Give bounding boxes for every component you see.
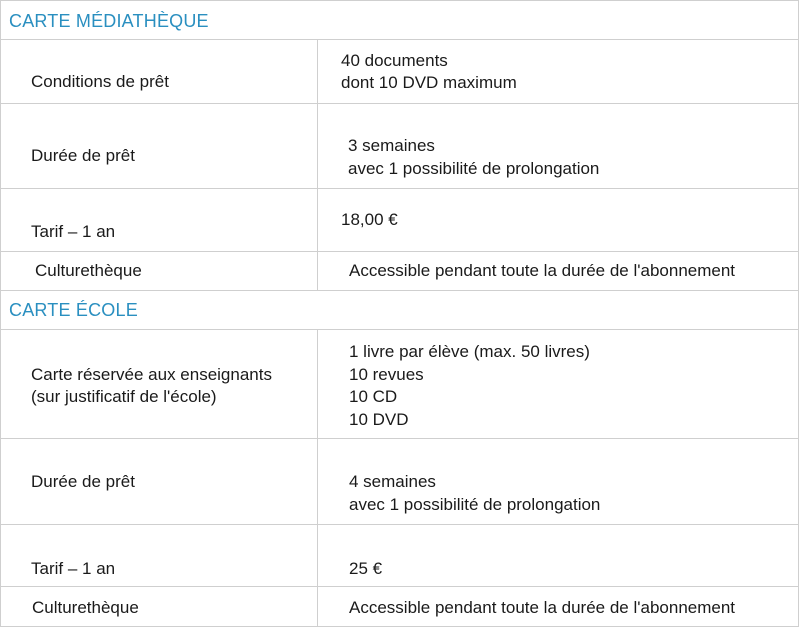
- column-divider: [317, 40, 318, 103]
- row-value-line: 18,00 €: [341, 210, 398, 229]
- section-title: CARTE ÉCOLE: [9, 300, 138, 320]
- column-divider: [317, 439, 318, 524]
- table-row-culturetheque-ecole: [0, 587, 799, 627]
- table-row-culturetheque: [0, 252, 799, 291]
- row-value-line: Accessible pendant toute la durée de l'abonnement: [349, 261, 736, 280]
- row-value-line: 10 CD: [349, 387, 398, 406]
- row-label: Conditions de prêt: [31, 72, 169, 91]
- row-value-line: dont 10 DVD maximum: [341, 73, 517, 92]
- column-divider: [317, 330, 318, 438]
- section-header-mediatheque: [0, 0, 799, 40]
- row-label: Tarif – 1 an: [31, 559, 116, 578]
- column-divider: [317, 104, 318, 188]
- row-label: Carte réservée aux enseignants: [31, 365, 272, 384]
- row-label: Durée de prêt: [31, 472, 135, 491]
- section-title: CARTE MÉDIATHÈQUE: [9, 11, 209, 31]
- column-divider: [317, 587, 318, 626]
- row-label: Culturethèque: [32, 598, 139, 617]
- row-value-line: 4 semaines: [349, 472, 436, 491]
- table-row-conditions: [0, 40, 799, 104]
- row-value-line: 40 documents: [341, 51, 448, 70]
- row-value-line: avec 1 possibilité de prolongation: [349, 495, 601, 514]
- row-value-line: 25 €: [349, 559, 383, 578]
- table-row-reservee: [0, 330, 799, 439]
- row-value-line: avec 1 possibilité de prolongation: [348, 159, 600, 178]
- row-label: (sur justificatif de l'école): [31, 387, 217, 406]
- row-value-line: 3 semaines: [348, 136, 435, 155]
- row-value-line: 10 DVD: [349, 410, 409, 429]
- table-row-tarif: [0, 189, 799, 252]
- table-row-tarif-ecole: [0, 525, 799, 587]
- row-value-line: Accessible pendant toute la durée de l'abonnement: [349, 598, 736, 617]
- table-row-duree-ecole: [0, 439, 799, 525]
- row-label: Durée de prêt: [31, 146, 135, 165]
- column-divider: [317, 189, 318, 251]
- row-value-line: 1 livre par élève (max. 50 livres): [349, 342, 590, 361]
- row-value-line: 10 revues: [349, 365, 424, 384]
- column-divider: [317, 525, 318, 586]
- section-header-ecole: [0, 291, 799, 330]
- row-label: Tarif – 1 an: [31, 222, 116, 241]
- row-label: Culturethèque: [35, 261, 142, 280]
- column-divider: [317, 252, 318, 290]
- table-row-duree: [0, 104, 799, 189]
